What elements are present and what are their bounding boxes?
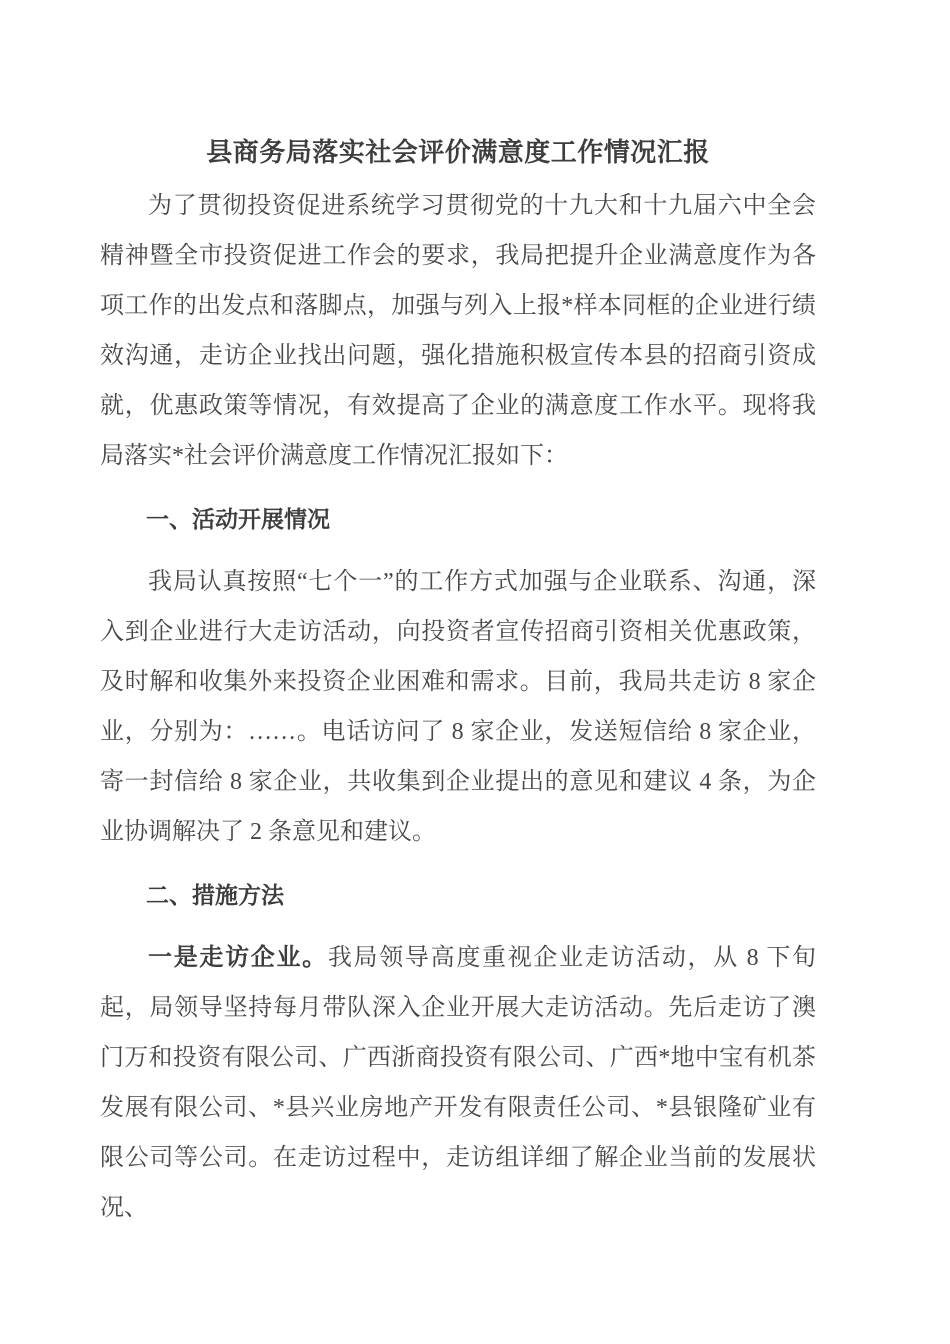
paragraph-intro: 为了贯彻投资促进系统学习贯彻党的十九大和十九届六中全会精神暨全市投资促进工作会的要求，我局把提升企业满意度作为各项工作的出发点和落脚点，加强与列入上报*样本同框的企业进行绩效沟通，走访企业找出问题，强化措施积极宣传本县的招商引资成就，优惠政策等情况，有效提高了企业的满意度工作水平。现将我局落实*社会评价满意度工作情况汇报如下： <box>100 193 816 469</box>
paragraph-activities: 我局认真按照“七个一”的工作方式加强与企业联系、沟通，深入到企业进行大走访活动，向投资者宣传招商引资相关优惠政策，及时解和收集外来投资企业困难和需求。目前，我局共走访 8 家企业，分别为：……。电话访问了 8 家企业，发送短信给 8 家企业，寄一封信给 8 家企业，共收集到企业提出的意见和建议 4 条，为企业协调解决了 2 条意见和建议。 <box>100 569 816 845</box>
heading-section-1: 一、活动开展情况 <box>146 506 330 532</box>
paragraph-measures-lead: 一是走访企业。 <box>148 944 328 971</box>
paragraph-measures <box>100 933 816 1233</box>
paragraph-measures-text: 我局领导高度重视企业走访活动，从 8 下旬起，局领导坚持每月带队深入企业开展大走访活动。先后走访了澳门万和投资有限公司、广西浙商投资有限公司、广西*地中宝有机茶发展有限公司、*县兴业房地产开发有限责任公司、*县银隆矿业有限公司等公司。在走访过程中，走访组详细了解企业当前的发展状况、 <box>100 945 817 1221</box>
document-title: 县商务局落实社会评价满意度工作情况汇报 <box>206 138 710 167</box>
heading-section-2: 二、措施方法 <box>146 882 284 908</box>
